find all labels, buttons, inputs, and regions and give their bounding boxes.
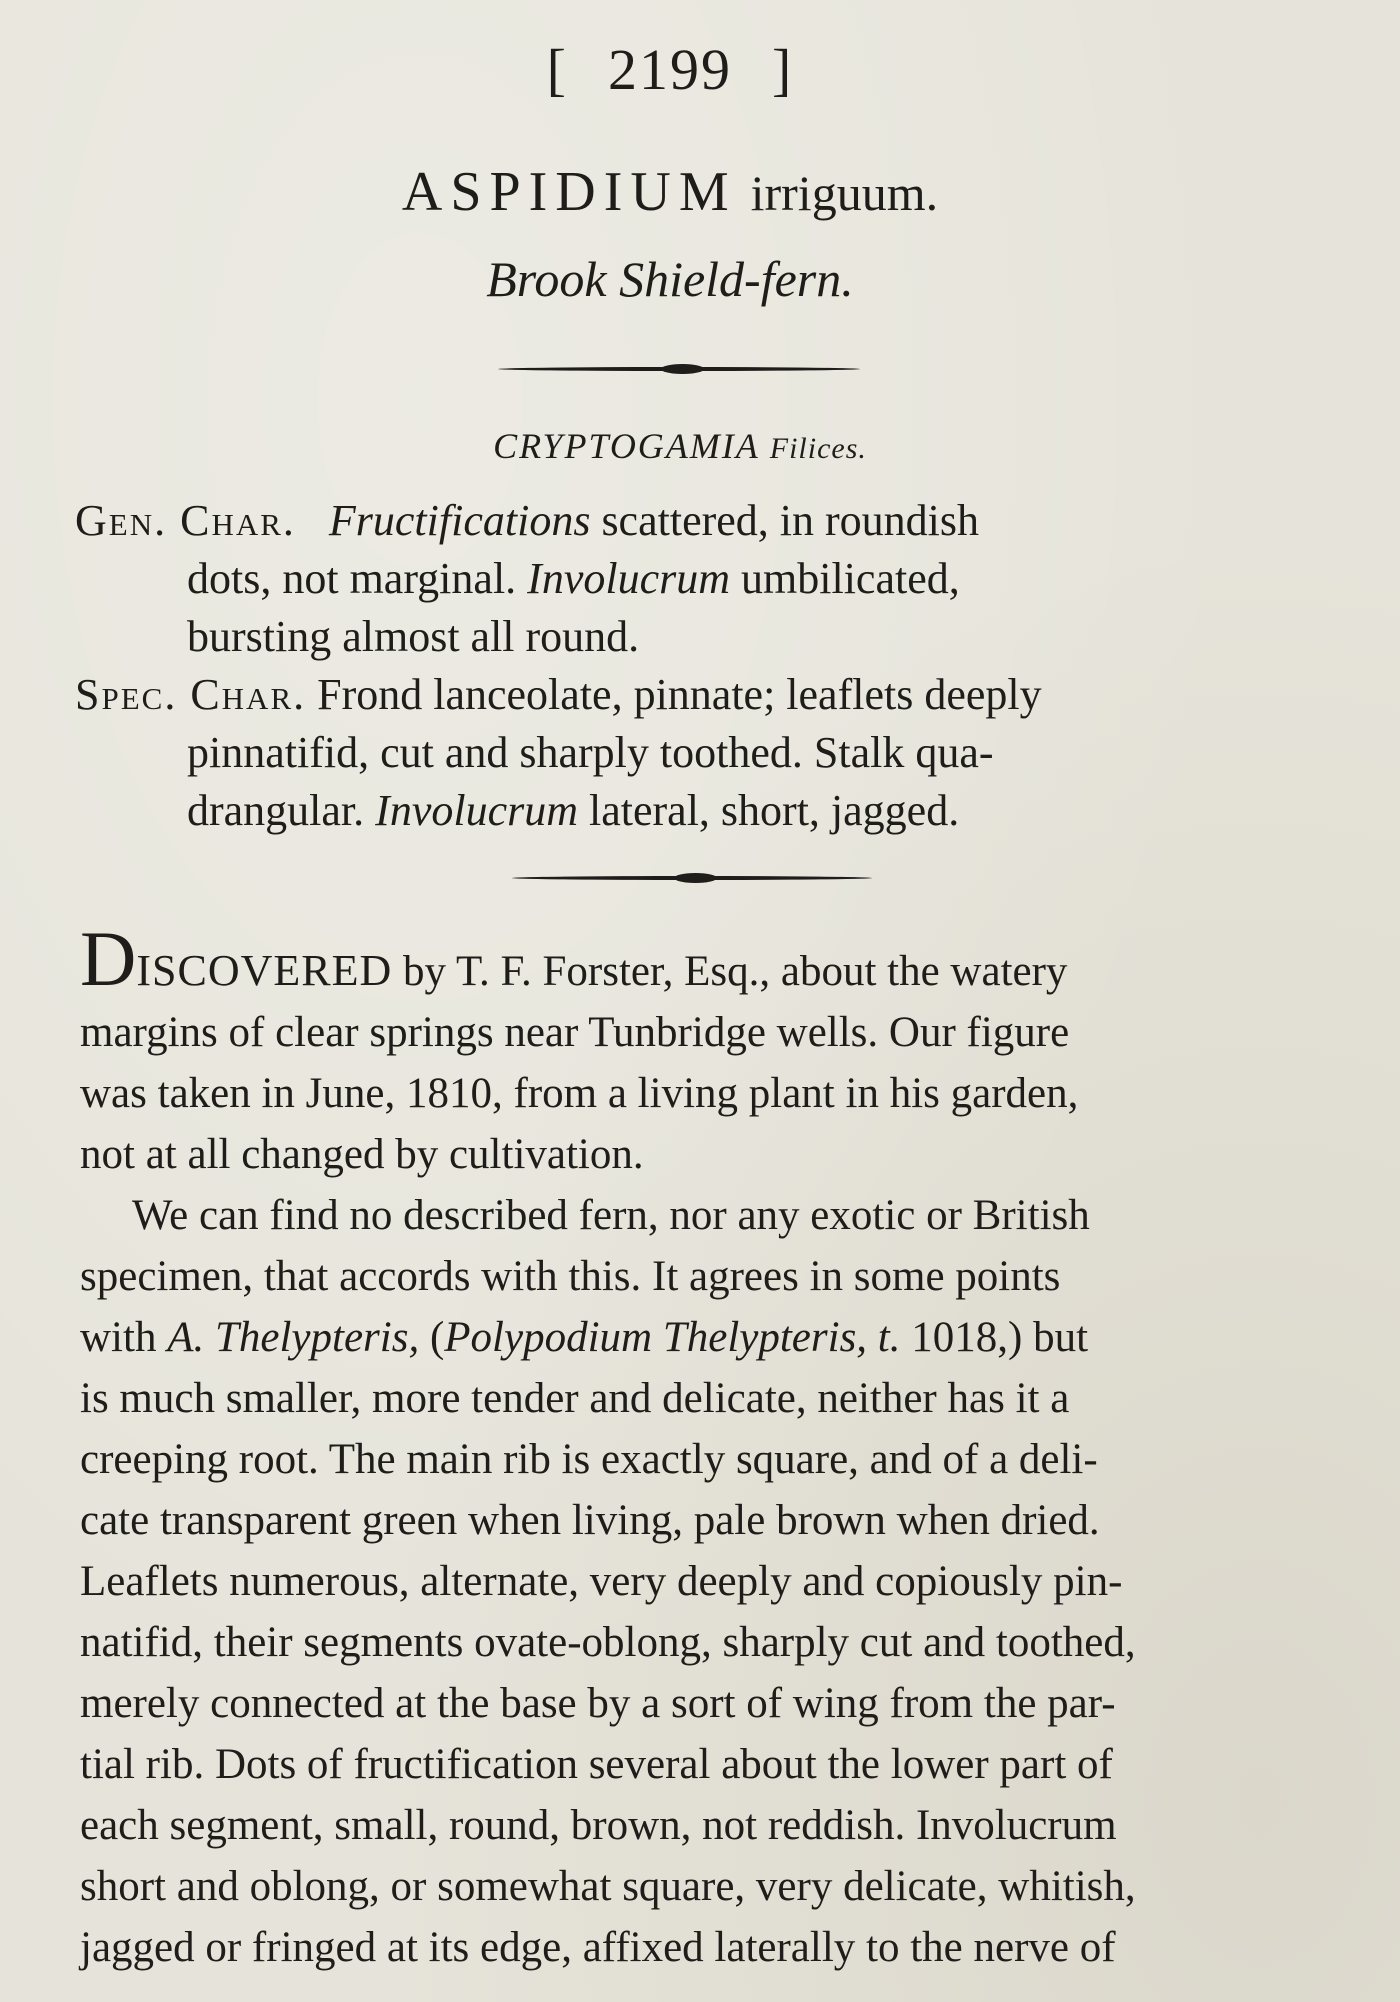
p2-line-13: jagged or fringed at its edge, affixed laterally to the nerve of (80, 1924, 1116, 1971)
gen-char-line-2 (75, 550, 1285, 608)
bracket-open: [ (546, 37, 568, 102)
p1-line-1-text: by T. F. Forster, Esq., about the watery (392, 948, 1068, 995)
p1-line-3: was taken in June, 1810, from a living plant in his garden, (80, 1070, 1079, 1117)
spec-char-italic-3: Involucrum (375, 786, 579, 835)
common-name: Brook Shield-fern. (486, 251, 854, 307)
spec-char-text-3b: lateral, short, jagged. (578, 786, 960, 835)
genus-name: ASPIDIUM (401, 161, 737, 223)
gen-char-italic-1: Fructifications (328, 496, 591, 545)
p2-line-1: We can find no described fern, nor any exotic or British (132, 1192, 1090, 1239)
spec-char-text-3a: drangular. (187, 786, 376, 835)
drop-cap: D (80, 915, 137, 1002)
spec-char-text-1: Frond lanceolate, pinnate; leaflets deeply (306, 670, 1042, 719)
species-title (0, 160, 1340, 224)
p1-line-2: margins of clear springs near Tunbridge wells. Our figure (80, 1009, 1070, 1056)
gen-char-label: Gen. Char. (75, 496, 296, 545)
p2-line-10: tial rib. Dots of fructification several about the lower part of (80, 1741, 1113, 1788)
description-text (80, 915, 1310, 1978)
spec-char-line-1 (75, 666, 1285, 724)
bracket-close: ] (772, 37, 794, 102)
p2-line-4: is much smaller, more tender and delicate, neither has it a (80, 1375, 1070, 1422)
paragraph-2 (80, 1185, 1310, 1978)
paragraph-1 (80, 915, 1310, 1185)
specific-character (75, 666, 1285, 840)
spec-char-line-3 (75, 782, 1285, 840)
gen-char-line-1 (75, 492, 1285, 550)
p2-line-8: natifid, their segments ovate-oblong, sharply cut and toothed, (80, 1619, 1136, 1666)
p2-line-2: specimen, that accords with this. It agrees in some points (80, 1253, 1061, 1300)
plate-number: 2199 (608, 37, 732, 102)
p2-line-9: merely connected at the base by a sort of wing from the par- (80, 1680, 1116, 1727)
gen-char-text-2b: umbilicated, (730, 554, 960, 603)
p2-line-11: each segment, small, round, brown, not reddish. Involucrum (80, 1802, 1117, 1849)
gen-char-text-2a: dots, not marginal. (187, 554, 528, 603)
p2-line-3-italic-2: Polypodium Thelypteris, t. (444, 1314, 901, 1361)
class-name: CRYPTOGAMIA (493, 426, 760, 466)
p1-line-1 (80, 915, 1068, 1002)
p2-line-6: cate transparent green when living, pale brown when dried. (80, 1497, 1100, 1544)
order-name: Filices. (769, 432, 867, 465)
spec-char-line-2: pinnatifid, cut and sharply toothed. Stalk qua- (187, 728, 994, 777)
classification-line (0, 425, 1360, 467)
p2-line-3b: ( (419, 1314, 445, 1361)
p2-line-5: creeping root. The main rib is exactly square, and of a deli- (80, 1436, 1098, 1483)
p2-line-3 (80, 1314, 1088, 1361)
generic-character (75, 492, 1285, 666)
spec-char-label: Spec. Char. (75, 670, 307, 719)
p2-line-12: short and oblong, or somewhat square, very delicate, whitish, (80, 1863, 1136, 1910)
p2-line-3c: 1018,) but (900, 1314, 1089, 1361)
ornamental-rule-bottom (512, 876, 872, 880)
p2-line-7: Leaflets numerous, alternate, very deeply and copiously pin- (80, 1558, 1123, 1605)
plate-number-line (0, 36, 1340, 103)
p2-line-3a: with (80, 1314, 168, 1361)
p1-line-4: not at all changed by cultivation. (80, 1131, 644, 1178)
species-epithet: irriguum. (750, 165, 939, 221)
gen-char-italic-2: Involucrum (527, 554, 731, 603)
gen-char-line-3: bursting almost all round. (187, 612, 640, 661)
p1-smallcaps: ISCOVERED (136, 946, 393, 995)
ornamental-rule-top (498, 367, 860, 371)
gen-char-text-1: scattered, in roundish (590, 496, 980, 545)
p2-line-3-italic-1: A. Thelypteris, (167, 1314, 420, 1361)
